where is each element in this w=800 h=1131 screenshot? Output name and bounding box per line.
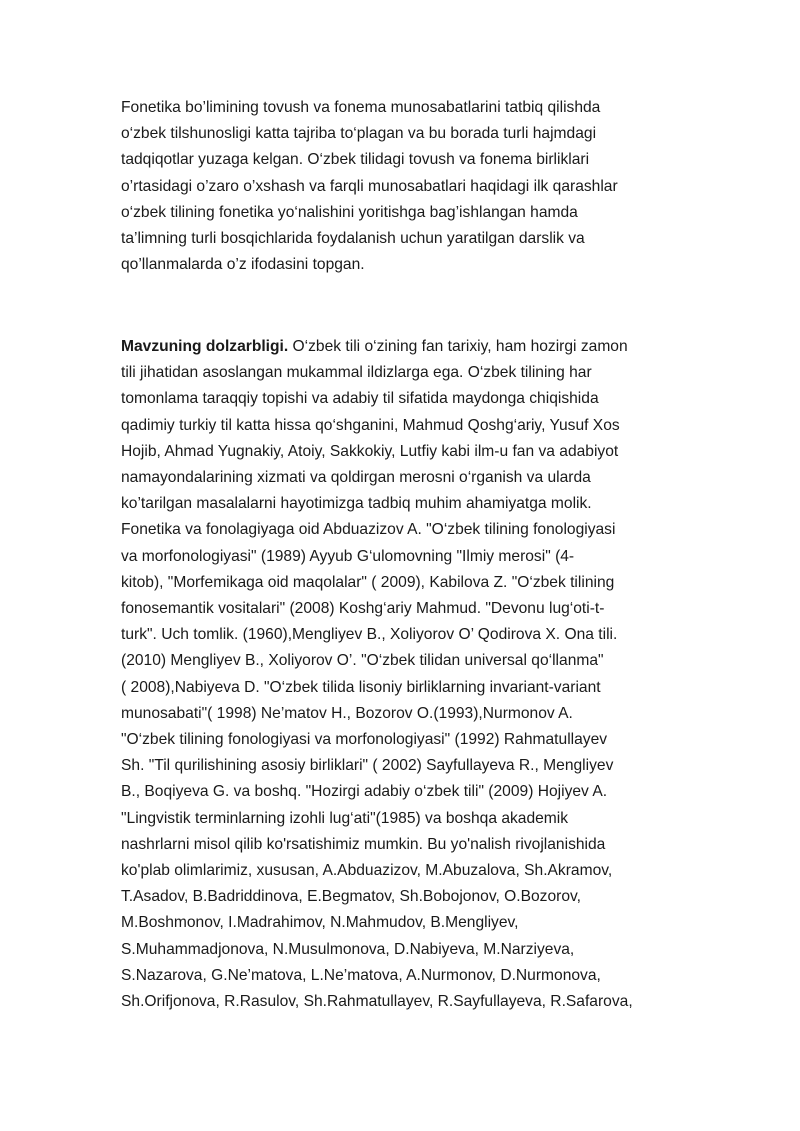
text-line: "Lingvistik terminlarning izohli lug‘ati"(1985) va boshqa akademik bbox=[121, 809, 569, 827]
text-line: qo’llanmalarda o’z ifodasini topgan. bbox=[121, 256, 365, 274]
text-line: Fonetika va fonolagiyaga oid Abduazizov A. "O‘zbek tilining fonologiyasi bbox=[121, 521, 616, 539]
text-line: (2010) Mengliyev B., Xoliyorov O’. "O‘zbek tilidan universal qo‘llanma" bbox=[121, 652, 604, 670]
text-line: munosabati"( 1998) Ne’matov H., Bozorov O.(1993),Nurmonov A. bbox=[121, 704, 573, 722]
text-line: ko'plab olimlarimiz, xususan, A.Abduazizov, M.Abuzalova, Sh.Akramov, bbox=[121, 862, 613, 880]
text-line: o‘zbek tilshunosligi katta tajriba to‘plagan va bu borada turli hajmdagi bbox=[121, 125, 597, 143]
text-line: S.Nazarova, G.Ne’matova, L.Ne’matova, A.Nurmonov, D.Nurmonova, bbox=[121, 966, 601, 984]
text-line: va morfonologiyasi" (1989) Ayyub G‘ulomovning "Ilmiy merosi" (4- bbox=[121, 547, 575, 565]
text-line: S.Muhammadjonova, N.Musulmonova, D.Nabiyeva, M.Narziyeva, bbox=[121, 940, 575, 958]
text-line: o‘zbek tilining fonetika yo‘nalishini yoritishga bag’ishlangan hamda bbox=[121, 203, 578, 221]
text-line: Sh. "Til qurilishining asosiy birliklari" ( 2002) Sayfullayeva R., Mengliyev bbox=[121, 757, 614, 775]
text-line: ko’tarilgan masalalarni hayotimizga tadbiq muhim ahamiyatga molik. bbox=[121, 495, 592, 513]
text-line: turk". Uch tomlik. (1960),Mengliyev B., Xoliyorov O’ Qodirova X. Ona tili. bbox=[121, 626, 618, 644]
text-line: tili jihatidan asoslangan mukammal ildizlarga ega. O‘zbek tilining har bbox=[121, 364, 592, 382]
text-line: qadimiy turkiy til katta hissa qo‘shganini, Mahmud Qoshg‘ariy, Yusuf Xos bbox=[121, 416, 620, 434]
text-line: kitob), "Morfemikaga oid maqolalar" ( 2009), Kabilova Z. "O‘zbek tilining bbox=[121, 573, 615, 591]
text-line: T.Asadov, B.Badriddinova, E.Begmatov, Sh.Bobojonov, O.Bozorov, bbox=[121, 888, 581, 906]
heading-line-text: O‘zbek tili o‘zining fan tarixiy, ham hozirgi zamon bbox=[288, 338, 628, 355]
text-line: ( 2008),Nabiyeva D. "O‘zbek tilida lisoniy birliklarning invariant-variant bbox=[121, 678, 601, 696]
text-line: o’rtasidagi o’zaro o’xshash va farqli munosabatlari haqidagi ilk qarashlar bbox=[121, 177, 618, 195]
text-line: namayondalarining xizmati va qoldirgan merosni o‘rganish va ularda bbox=[121, 469, 591, 487]
text-line: ta’limning turli bosqichlarida foydalanish uchun yaratilgan darslik va bbox=[121, 230, 585, 248]
text-line bbox=[121, 334, 683, 360]
text-line: tomonlama taraqqiy topishi va adabiy til sifatida maydonga chiqishida bbox=[121, 390, 599, 408]
section-heading: Mavzuning dolzarbligi. bbox=[121, 338, 289, 355]
text-line: Sh.Orifjonova, R.Rasulov, Sh.Rahmatullayev, R.Sayfullayeva, R.Safarova, bbox=[121, 993, 633, 1011]
text-line: tadqiqotlar yuzaga kelgan. O‘zbek tilidagi tovush va fonema birliklari bbox=[121, 151, 590, 169]
text-line: fonosemantik vositalari" (2008) Koshg‘ariy Mahmud. "Devonu lug‘oti-t- bbox=[121, 600, 605, 618]
text-line: B., Boqiyeva G. va boshq. "Hozirgi adabiy o‘zbek tili" (2009) Hojiyev A. bbox=[121, 783, 608, 801]
text-line: M.Boshmonov, I.Madrahimov, N.Mahmudov, B.Mengliyev, bbox=[121, 914, 519, 932]
text-line: Hojib, Ahmad Yugnakiy, Atoiy, Sakkokiy, Lutfiy kabi ilm-u fan va adabiyot bbox=[121, 442, 619, 460]
text-line: nashrlarni misol qilib ko'rsatishimiz mumkin. Bu yo'nalish rivojlanishida bbox=[121, 835, 606, 853]
paragraph-topic-relevance bbox=[121, 334, 683, 1015]
text-line: "O‘zbek tilining fonologiyasi va morfonologiyasi" (1992) Rahmatullayev bbox=[121, 731, 608, 749]
text-line: Fonetika bo’limining tovush va fonema munosabatlarini tatbiq qilishda bbox=[121, 99, 601, 116]
paragraph-phonetics-intro bbox=[121, 95, 683, 278]
